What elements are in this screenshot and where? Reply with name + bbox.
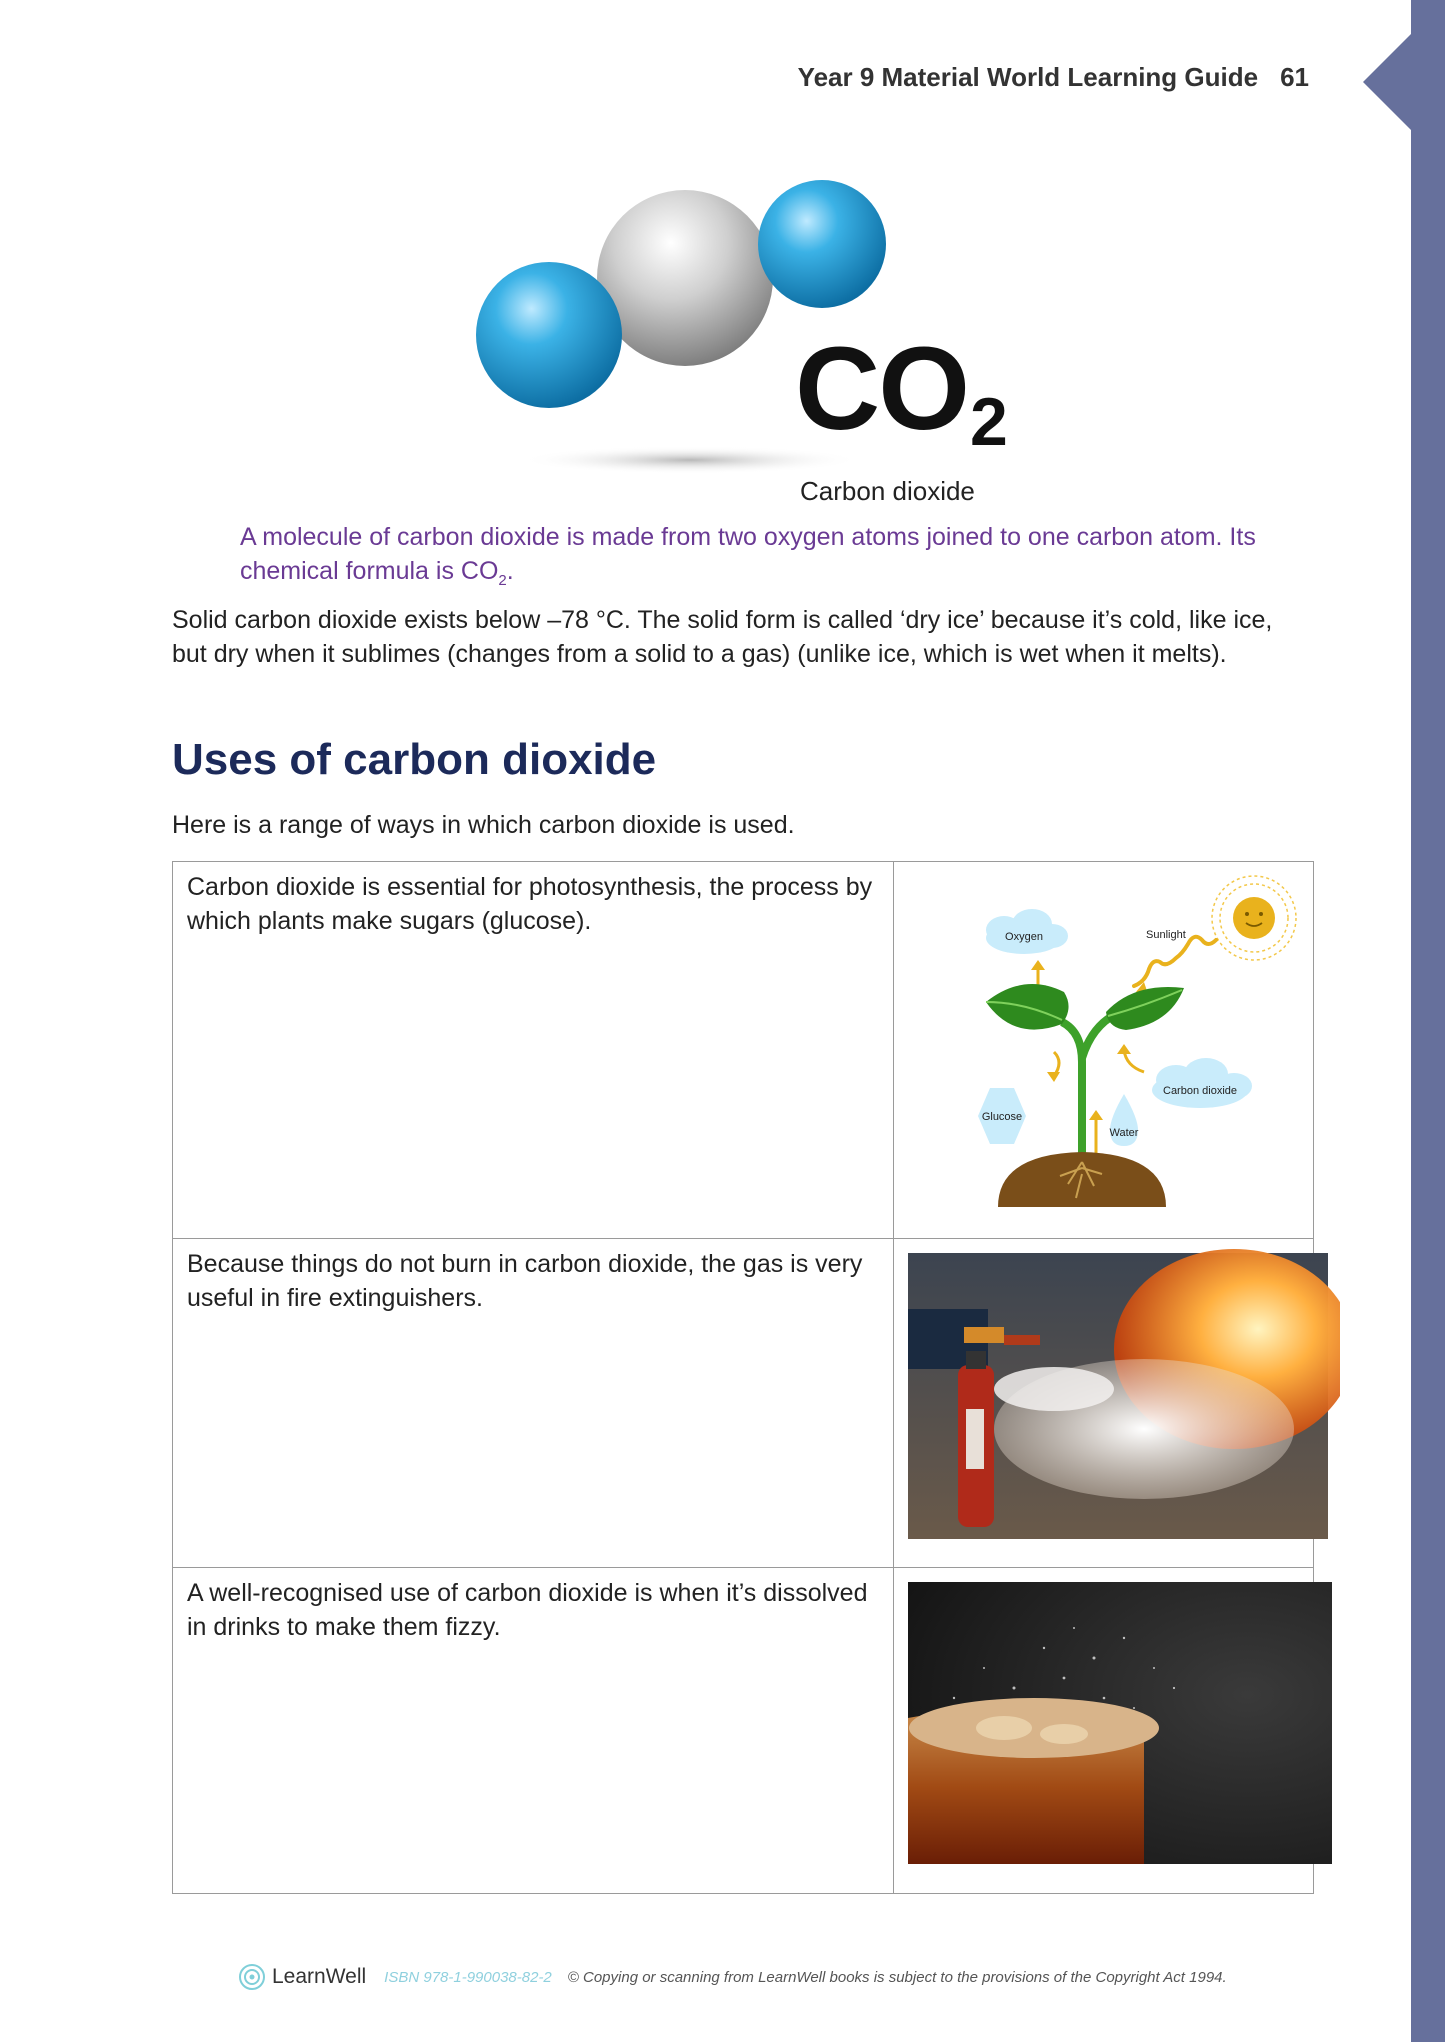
sunlight-label: Sunlight	[1146, 929, 1186, 941]
uses-table	[172, 861, 1314, 1894]
co2-formula: $CO_2$	[795, 323, 1006, 460]
footer	[238, 1963, 1227, 1991]
photosynthesis-diagram	[894, 862, 1340, 1222]
section-intro: Here is a range of ways in which carbon dioxide is used.	[172, 811, 795, 839]
soil-mound	[998, 1152, 1166, 1207]
water-label: Water	[1109, 1127, 1139, 1139]
use-text-fizzy-drinks: A well-recognised use of carbon dioxide is when it’s dissolved in drinks to make them fizzy.	[173, 1568, 894, 1894]
table-row	[173, 862, 1314, 1239]
glucose-label: Glucose	[981, 1111, 1023, 1123]
footer-isbn: ISBN 978-1-990038-82-2	[384, 1968, 552, 1986]
page-tab-marker	[1363, 34, 1411, 130]
running-header	[798, 62, 1309, 93]
carbon-atom	[597, 190, 773, 366]
use-text-photosynthesis: Carbon dioxide is essential for photosynthesis, the process by which plants make sugars (glucose).	[173, 862, 894, 1239]
carbon-dioxide-cloud	[1152, 1058, 1252, 1108]
sunlight-arrow	[1134, 937, 1216, 986]
table-row	[173, 1568, 1314, 1894]
dry-ice-paragraph: Solid carbon dioxide exists below –78 °C. The solid form is called ‘dry ice’ because it’s cold, like ice, but dry when it sublimes (changes from a solid to a gas) (unlike ice, which is wet when it melts).	[172, 606, 1273, 668]
side-band	[1411, 0, 1445, 2042]
footer-copyright: © Copying or scanning from LearnWell books is subject to the provisions of the Copyright Act 1994.	[567, 1968, 1227, 1986]
plant-stem	[1062, 1022, 1082, 1156]
photosynthesis-diagram-cell	[894, 862, 1314, 1239]
use-text-fire-extinguisher: Because things do not burn in carbon dioxide, the gas is very useful in fire extinguishers.	[173, 1239, 894, 1568]
guide-title: Year 9 Material World Learning Guide	[797, 62, 1259, 92]
table-row	[173, 1239, 1314, 1568]
footer-brand: LearnWell	[272, 1965, 367, 1988]
molecule-description: A molecule of carbon dioxide is made from two oxygen atoms joined to one carbon atom. Its chemical formula is $CO_2$.	[240, 523, 1256, 589]
learnwell-logo-icon	[238, 1963, 266, 1991]
oxygen-atom-right	[758, 180, 886, 308]
fire-extinguisher-photo-cell	[894, 1239, 1314, 1568]
molecule-caption: Carbon dioxide	[800, 476, 975, 506]
oxygen-label: Oxygen	[1005, 931, 1043, 943]
fizzy-drink-photo-cell	[894, 1568, 1314, 1894]
carbon-dioxide-label: Carbon dioxide	[1163, 1085, 1237, 1097]
section-heading: Uses of carbon dioxide	[172, 735, 657, 784]
sun-icon	[1233, 897, 1275, 939]
oxygen-atom-left	[476, 262, 622, 408]
fire-extinguisher-photo	[894, 1239, 1340, 1551]
page-number: 61	[1280, 62, 1309, 92]
drink-foam	[909, 1698, 1159, 1758]
fizzy-drink-photo	[894, 1568, 1340, 1877]
extinguisher-nozzle	[1004, 1335, 1040, 1345]
